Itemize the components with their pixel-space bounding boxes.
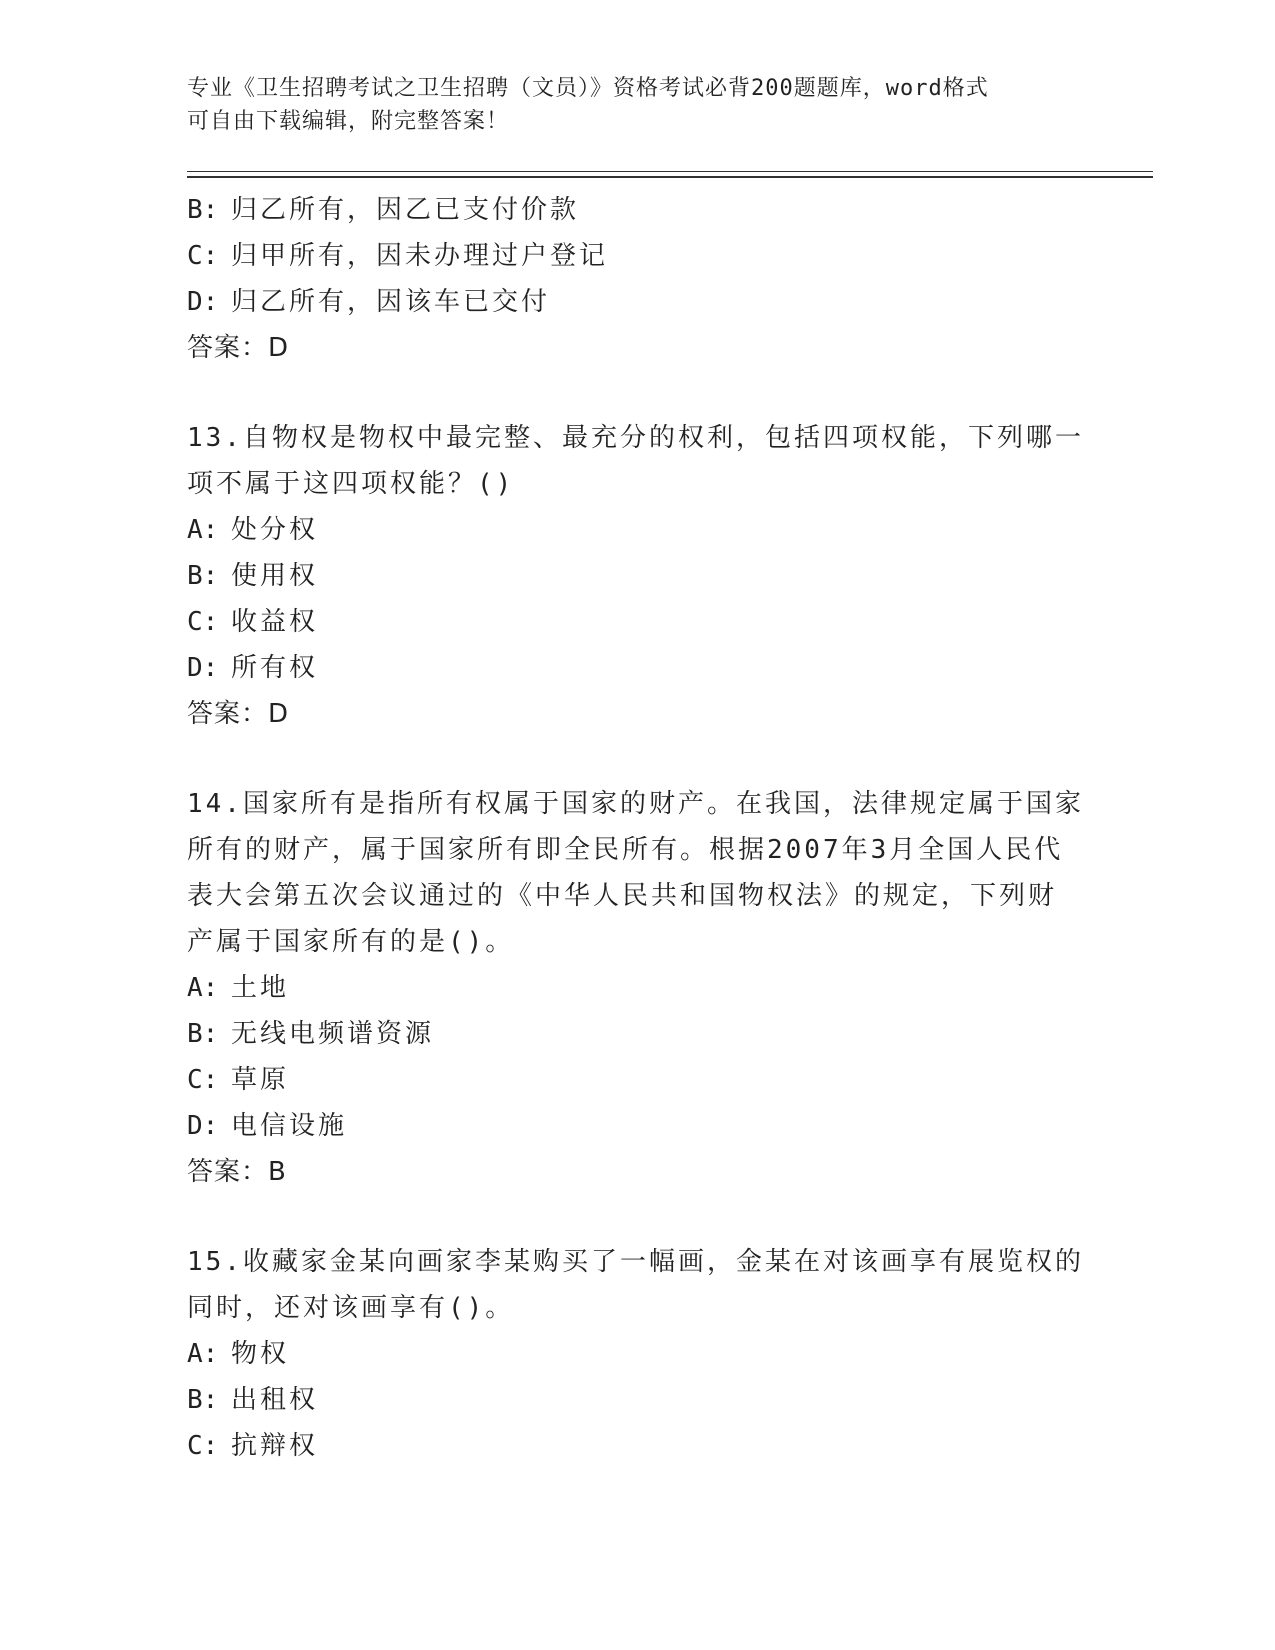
option-d	[187, 1103, 1087, 1149]
question-stem-line: 13.自物权是物权中最完整、最充分的权利，包括四项权能，下列哪一	[187, 423, 1084, 453]
answer-line: 答案：D	[187, 699, 290, 729]
spacer	[187, 737, 1087, 781]
option-b	[187, 553, 1087, 599]
answer-line: 答案：D	[187, 333, 290, 363]
option-c	[187, 1057, 1087, 1103]
option-text: 出租权	[231, 1385, 319, 1415]
option-text: 抗辩权	[231, 1431, 319, 1461]
option-letter: C:	[187, 1065, 219, 1095]
question-stem-line: 产属于国家所有的是()。	[187, 927, 515, 957]
question-12-continued	[187, 187, 1087, 371]
option-d	[187, 279, 1087, 325]
question-stem-line: 同时，还对该画享有()。	[187, 1293, 515, 1323]
option-letter: C:	[187, 1431, 219, 1461]
option-text: 处分权	[231, 515, 319, 545]
document-header	[187, 72, 1087, 138]
option-text: 物权	[231, 1339, 290, 1369]
option-letter: A:	[187, 1339, 219, 1369]
option-text: 草原	[231, 1065, 290, 1095]
option-text: 使用权	[231, 561, 319, 591]
header-title-line-1: 专业《卫生招聘考试之卫生招聘（文员）》资格考试必背200题题库，word格式	[187, 76, 989, 101]
option-c	[187, 599, 1087, 645]
option-letter: B:	[187, 1019, 219, 1049]
option-text: 无线电频谱资源	[231, 1019, 435, 1049]
option-letter: B:	[187, 195, 219, 225]
option-a	[187, 1331, 1087, 1377]
option-letter: D:	[187, 653, 219, 683]
question-13	[187, 415, 1087, 737]
option-d	[187, 645, 1087, 691]
question-stem-line: 所有的财产，属于国家所有即全民所有。根据2007年3月全国人民代	[187, 835, 1064, 865]
option-text: 所有权	[231, 653, 319, 683]
header-divider-thin	[187, 171, 1153, 172]
option-b	[187, 187, 1087, 233]
spacer	[187, 371, 1087, 415]
header-divider-thick	[187, 176, 1153, 178]
option-text: 收益权	[231, 607, 319, 637]
option-letter: C:	[187, 241, 219, 271]
option-text: 归乙所有，因该车已交付	[231, 287, 551, 317]
option-letter: C:	[187, 607, 219, 637]
option-letter: B:	[187, 561, 219, 591]
option-text: 归甲所有，因未办理过户登记	[231, 241, 609, 271]
option-letter: D:	[187, 287, 219, 317]
question-list	[187, 187, 1087, 1469]
option-a	[187, 507, 1087, 553]
option-text: 归乙所有，因乙已支付价款	[231, 195, 580, 225]
option-c	[187, 233, 1087, 279]
option-letter: D:	[187, 1111, 219, 1141]
header-title-line-2: 可自由下载编辑，附完整答案！	[187, 109, 510, 134]
option-b	[187, 1377, 1087, 1423]
answer-line: 答案：B	[187, 1157, 287, 1187]
option-text: 土地	[231, 973, 290, 1003]
question-15	[187, 1239, 1087, 1469]
option-a	[187, 965, 1087, 1011]
option-letter: B:	[187, 1385, 219, 1415]
option-b	[187, 1011, 1087, 1057]
question-stem-line: 15.收藏家金某向画家李某购买了一幅画，金某在对该画享有展览权的	[187, 1247, 1084, 1277]
option-c	[187, 1423, 1087, 1469]
question-stem-line: 14.国家所有是指所有权属于国家的财产。在我国，法律规定属于国家	[187, 789, 1084, 819]
question-stem-line: 项不属于这四项权能？()	[187, 469, 515, 499]
question-stem-line: 表大会第五次会议通过的《中华人民共和国物权法》的规定，下列财	[187, 881, 1058, 911]
option-letter: A:	[187, 973, 219, 1003]
option-letter: A:	[187, 515, 219, 545]
spacer	[187, 1195, 1087, 1239]
question-14	[187, 781, 1087, 1195]
option-text: 电信设施	[231, 1111, 348, 1141]
